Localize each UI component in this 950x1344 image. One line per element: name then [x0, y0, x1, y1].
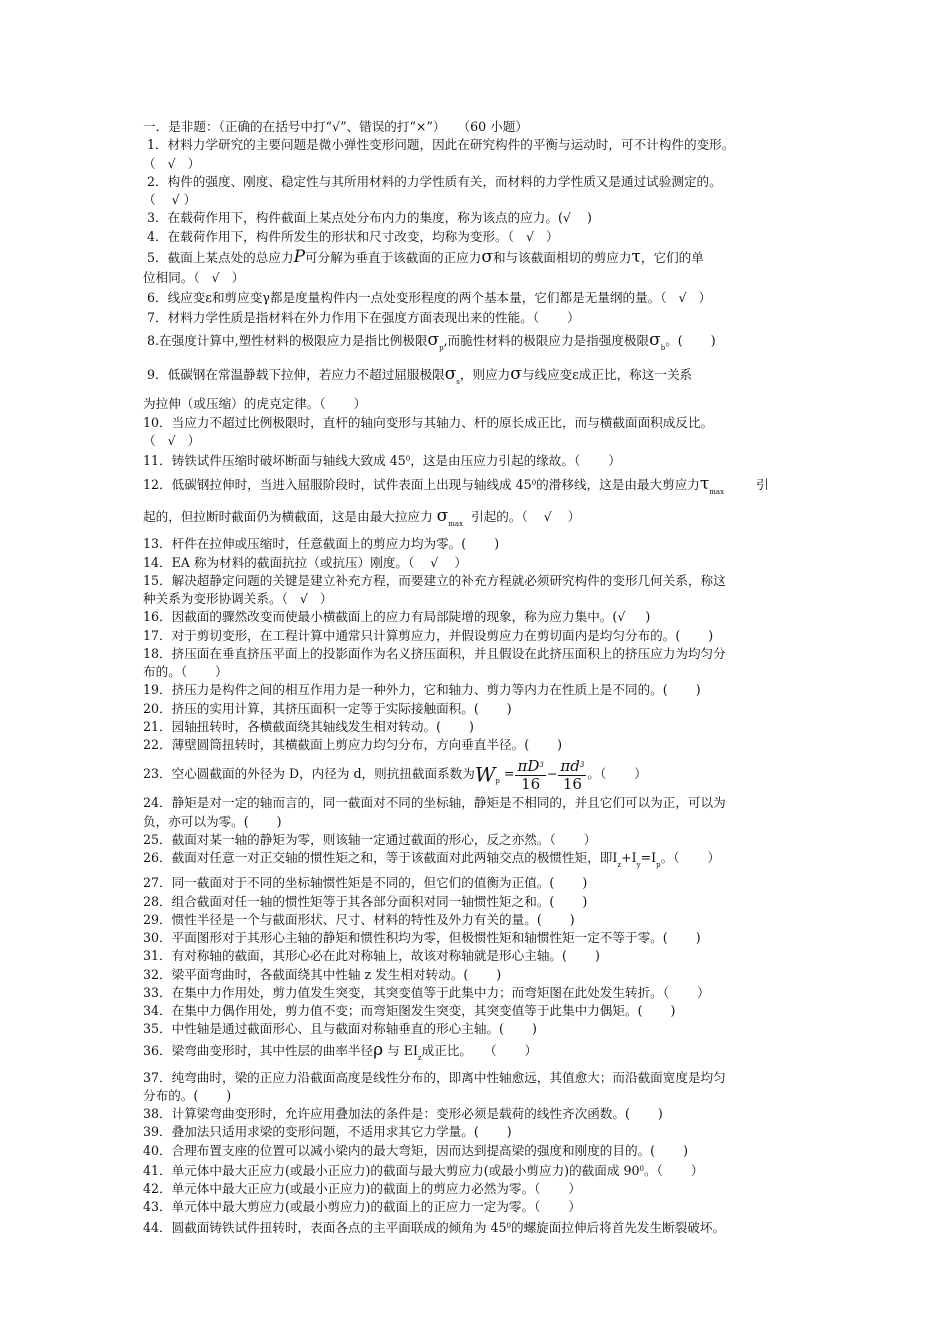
question-12-cont: 起的，但拉断时截面仍为横截面，这是由最大拉应力 $\sigma_{max}$ 引起的。（ √ ）: [143, 506, 581, 529]
question-18-cont: 布的。（ ）: [143, 664, 228, 679]
question-30: 30．平面图形对于其形心主轴的静矩和惯性积均为零，但极惯性矩和轴惯性矩一定不等于零。( ): [143, 930, 701, 945]
symbol-gamma: γ: [262, 290, 270, 305]
question-44: 44．圆截面铸铁试件扭转时，表面各点的主平面联成的倾角为 $45^0$的螺旋面拉伸后将首先发生断裂破坏。: [143, 1219, 726, 1235]
question-22: 22．薄壁圆筒扭转时，其横截面上剪应力均匀分布，方向垂直半径。( ): [143, 737, 563, 752]
symbol-p: P: [293, 246, 306, 267]
question-9: 9．低碳钢在常温静载下拉伸，若应力不超过屈服极限$\sigma_s$，则应力σ与线应变ε成正比，称这一关系: [143, 364, 693, 387]
question-5-cont: 位相同。（ √ ）: [143, 269, 245, 285]
question-2-answer: （ √ ）: [143, 192, 197, 207]
question-8: 8.在强度计算中,塑性材料的极限应力是指比例极限$\sigma_p$,而脆性材料的极限应力是指强度极限$\sigma_b$。( ): [143, 330, 716, 353]
question-21: 21．园轴扭转时，各横截面绕其轴线发生相对转动。( ): [143, 718, 474, 734]
question-1: 1．材料力学研究的主要问题是微小弹性变形问题，因此在研究构件的平衡与运动时，可不计构件的变形。: [143, 137, 735, 153]
question-33: 33．在集中力作用处，剪力值发生突变，其突变值等于此集中力；而弯矩图在此处发生转折。（ ）: [143, 984, 710, 1000]
question-9-cont: 为拉伸（或压缩）的虎克定律。（ ）: [143, 396, 367, 412]
question-26: 26．截面对任意一对正交轴的惯性矩之和，等于该截面对此两轴交点的极惯性矩，即$I_z+I_y=I_p$。（ ）: [143, 850, 721, 869]
question-12: 12．低碳钢拉伸时，当进入屈服阶段时，试件表面上出现与轴线成 $45^0$的滑移线，这是由最大剪应力$\tau_{max}$ 引: [143, 474, 769, 497]
question-1-answer: （ √ ）: [143, 155, 201, 171]
question-41: 41．单元体中最大正应力(或最小正应力)的截面与最大剪应力(或最小剪应力)的截面成 $90^0$。（ ）: [143, 1162, 704, 1178]
question-19: 19．挤压力是构件之间的相互作用力是一种外力，它和轴力、剪力等内力在性质上是不同的。( ): [143, 682, 701, 698]
question-37-cont: 分布的。( ): [143, 1087, 232, 1103]
question-11: 11．铸铁试件压缩时破坏断面与轴线大致成 $45^0$，这是由压应力引起的缘故。（ ）: [143, 453, 621, 468]
symbol-w: W: [474, 762, 496, 787]
question-3: 3．在载荷作用下，构件截面上某点处分布内力的集度，称为该点的应力。(√ ): [143, 210, 592, 226]
question-35: 35．中性轴是通过截面形心、且与截面对称轴垂直的形心主轴。( ): [143, 1021, 537, 1037]
question-25: 25．截面对某一轴的静矩为零，则该轴一定通过截面的形心，反之亦然。（ ）: [143, 831, 597, 847]
question-15: 15．解决超静定问题的关键是建立补充方程，而要建立的补充方程就必须研究构件的变形几何关系，称这: [143, 572, 726, 588]
question-27: 27．同一截面对于不同的坐标轴惯性矩是不同的，但它们的值衡为正值。( ): [143, 875, 588, 891]
question-38: 38．计算梁弯曲变形时，允许应用叠加法的条件是：变形必须是载荷的线性齐次函数。( ): [143, 1106, 663, 1121]
question-10: 10．当应力不超过比例极限时，直杆的轴向变形与其轴力、杆的原长成正比，而与横截面面积成反比。: [143, 414, 714, 430]
question-28: 28．组合截面对任一轴的惯性矩等于其各部分面积对同一轴惯性矩之和。( ): [143, 893, 588, 909]
question-16: 16．因截面的骤然改变而使最小横截面上的应力有局部陡增的现象，称为应力集中。(√ ): [143, 609, 651, 625]
question-40: 40．合理布置支座的位置可以减小梁内的最大弯矩，因而达到提高梁的强度和刚度的目的。( ): [143, 1142, 689, 1158]
question-43: 43．单元体中最大剪应力(或最小剪应力)的截面上的正应力一定为零。（ ）: [143, 1199, 581, 1215]
question-15-cont: 种关系为变形协调关系。（ √ ）: [143, 591, 333, 606]
symbol-sigma: σ: [427, 330, 440, 351]
question-17: 17．对于剪切变形，在工程计算中通常只计算剪应力，并假设剪应力在剪切面内是均匀分布的。( ): [143, 627, 714, 643]
symbol-rho: ρ: [373, 1039, 384, 1060]
question-6: 6．线应变ε和剪应变γ都是度量构件内一点处变形程度的两个基本量，它们都是无量纲的量。（ √ ）: [143, 290, 712, 305]
question-37: 37．纯弯曲时，梁的正应力沿截面高度是线性分布的，即离中性轴愈远，其值愈大；而沿截面宽度是均匀: [143, 1069, 726, 1085]
symbol-tau: τ: [631, 246, 641, 267]
symbol-sigma: σ: [444, 364, 457, 385]
question-5: 5．截面上某点处的总应力P可分解为垂直于该截面的正应力σ和与该截面相切的剪应力τ，它们的单: [143, 246, 704, 267]
question-2: 2．构件的强度、刚度、稳定性与其所用材料的力学性质有关，而材料的力学性质又是通过试验测定的。: [143, 173, 722, 189]
question-10-answer: （ √ ）: [143, 432, 201, 448]
symbol-tau: τ: [699, 474, 710, 495]
question-18: 18．挤压面在垂直挤压平面上的投影面作为名义挤压面积，并且假设在此挤压面积上的挤压应力为均匀分: [143, 645, 726, 661]
question-32: 32．梁平面弯曲时，各截面绕其中性轴 z 发生相对转动。( ): [143, 966, 502, 982]
symbol-epsilon: ε: [572, 367, 579, 383]
question-34: 34．在集中力偶作用处，剪力值不变；而弯矩图发生突变，其突变值等于此集中力偶矩。( ): [143, 1003, 676, 1018]
question-39: 39．叠加法只适用求梁的变形问题，不适用求其它力学量。( ): [143, 1124, 512, 1140]
question-31: 31．有对称轴的截面，其形心必在此对称轴上，故该对称轴就是形心主轴。( ): [143, 948, 600, 964]
question-7: 7．材料力学性质是指材料在外力作用下在强度方面表现出来的性能。（ ）: [143, 310, 580, 325]
symbol-sigma: σ: [649, 330, 661, 351]
question-4: 4．在载荷作用下，构件所发生的形状和尺寸改变，均称为变形。（ √ ）: [143, 228, 559, 244]
question-14: 14．EA 称为材料的截面抗拉（或抗压）刚度。（ √ ）: [143, 554, 467, 570]
question-13: 13．杆件在拉伸或压缩时，任意截面上的剪应力均为零。( ): [143, 536, 500, 552]
symbol-sigma: σ: [510, 364, 522, 385]
symbol-epsilon: ε: [205, 290, 212, 305]
fraction-outer: $\frac{\pi D^3}{16}$: [517, 756, 544, 793]
question-36: 36．梁弯曲变形时，其中性层的曲率半径ρ 与 $EI_z$成正比。 （ ）: [143, 1039, 538, 1062]
question-29: 29．惯性半径是一个与截面形状、尺寸、材料的特性及外力有关的量。( ): [143, 911, 575, 927]
question-20: 20．挤压的实用计算，其挤压面积一定等于实际接触面积。( ): [143, 700, 512, 716]
fraction-inner: $\frac{\pi d^3}{16}$: [560, 756, 585, 793]
question-42: 42．单元体中最大正应力(或最小正应力)的截面上的剪应力必然为零。（ ）: [143, 1181, 581, 1196]
question-24: 24．静矩是对一定的轴而言的，同一截面对不同的坐标轴，静矩是不相同的，并且它们可以为正，可以为: [143, 795, 726, 811]
question-list: [143, 118, 811, 1237]
symbol-sigma: σ: [481, 246, 493, 267]
question-23: 23．空心圆截面的外径为 D，内径为 d，则抗扭截面系数为$W_p$ = $\frac{\pi D^3}{16}$ − $\frac{\pi d^3}{16}$ 。（ ）: [143, 756, 647, 793]
question-24-cont: 负，亦可以为零。( ): [143, 813, 282, 829]
section-heading: 一．是非题：（正确的在括号中打“√”、错误的打“×”） （60 小题）: [143, 119, 528, 134]
symbol-sigma: σ: [436, 506, 449, 527]
